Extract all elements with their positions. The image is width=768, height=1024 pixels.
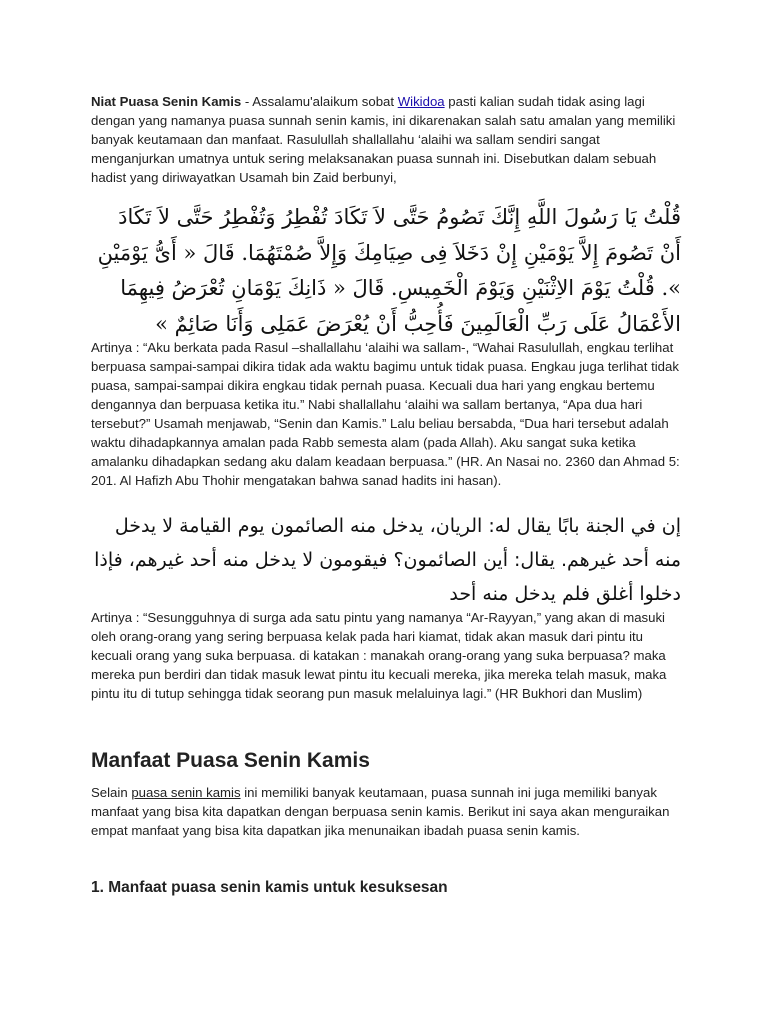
intro-separator: - Assalamu'alaikum sobat [241,94,398,109]
hadith1-arabic: قُلْتُ يَا رَسُولَ اللَّهِ إِنَّكَ تَصُومُ حَتَّى لاَ تَكَادَ تُفْطِرُ وَتُفْطِرُ حَتَّى لاَ تَكَادَ أَنْ تَصُومَ إِلاَّ يَوْمَيْنِ إِنْ دَخَلاَ فِى صِيَامِكَ وَإِلاَّ صُمْتَهُمَا. قَالَ « أَىُّ يَوْمَيْنِ ». قُلْتُ يَوْمَ الاِثْنَيْنِ وَيَوْمَ الْخَمِيسِ. قَالَ « ذَانِكَ يَوْمَانِ تُعْرَضُ فِيهِمَا الأَعْمَالُ عَلَى رَبِّ الْعَالَمِينَ فَأُحِبُّ أَنْ يُعْرَضَ عَمَلِى وَأَنَا صَائِمٌ » [97,205,681,336]
section-heading: Manfaat Puasa Senin Kamis [91,749,370,772]
hadith2-translation: Artinya : “Sesungguhnya di surga ada satu pintu yang namanya “Ar-Rayyan,” yang akan di masuki oleh orang-orang yang sering berpuasa kelak pada hari kiamat, tidak akan masuk dari pintu itu kecuali orang yang suka berpuasa. di katakan : manakah orang-orang yang suka berpuasa? maka mereka pun berdiri dan tidak masuk lewat pintu itu kecuali mereka, jika mereka telah masuk, maka pintu itu di tutup sehingga tidak seorang pun masuk melaluinya lagi.” (HR Bukhori dan Muslim) [91,610,667,701]
intro-title: Niat Puasa Senin Kamis [91,94,242,109]
section-text-before: Selain [91,785,132,800]
section-paragraph [91,783,681,840]
wikidoa-link[interactable]: Wikidoa [397,94,445,109]
puasa-senin-kamis-link[interactable]: puasa senin kamis [131,785,241,800]
intro-text: pasti kalian sudah tidak asing lagi dengan yang namanya puasa sunnah senin kamis, ini dikarenakan salah satu amalan yang memiliki banyak keutamaan dan manfaat. Rasulullah shallallahu ‘alaihi wa sallam sendiri sangat menganjurkan umatnya untuk sering melaksanakan puasa sunnah ini. Disebutkan dalam sebuah hadist yang diriwayatkan Usamah bin Zaid berbunyi, [91,94,676,185]
hadith1-translation: Artinya : “Aku berkata pada Rasul –shallallahu ‘alaihi wa sallam-, “Wahai Rasulullah, engkau terlihat berpuasa sampai-sampai dikira tidak ada waktu bagimu untuk tidak puasa. Engkau juga terlihat tidak puasa, sampai-sampai dikira engkau tidak pernah puasa. Kecuali dua hari yang engkau bertemu dengannya dan berpuasa ketika itu.” Nabi shallallahu ‘alaihi wa sallam bertanya, “Apa dua hari tersebut?” Usamah menjawab, “Senin dan Kamis.” Lalu beliau bersabda, “Dua hari tersebut adalah waktu dihadapkannya amalan pada Rabb semesta alam (pada Allah). Aku sangat suka ketika amalanku dihadapkan sedang aku dalam keadaan berpuasa.” (HR. An Nasai no. 2360 dan Ahmad 5: 201. Al Hafizh Abu Thohir mengatakan bahwa sanad hadits ini hasan). [91,340,680,488]
hadith2-arabic: إن في الجنة بابًا يقال له: الريان، يدخل منه الصائمون يوم القيامة لا يدخل منه أحد غيرهم. يقال: أين الصائمون؟ فيقومون لا يدخل منه أحد غيرهم، فإذا دخلوا أغلق فلم يدخل منه أحد [94,515,681,605]
intro-paragraph [91,92,681,187]
subheading-1: 1. Manfaat puasa senin kamis untuk kesuksesan [91,879,448,896]
section-text-after: ini memiliki banyak keutamaan, puasa sunnah ini juga memiliki banyak manfaat yang bisa kita dapatkan dengan berpuasa senin kamis. Berikut ini saya akan menguraikan empat manfaat yang bisa kita dapatkan jika menunaikan ibadah puasa senin kamis. [91,785,670,838]
